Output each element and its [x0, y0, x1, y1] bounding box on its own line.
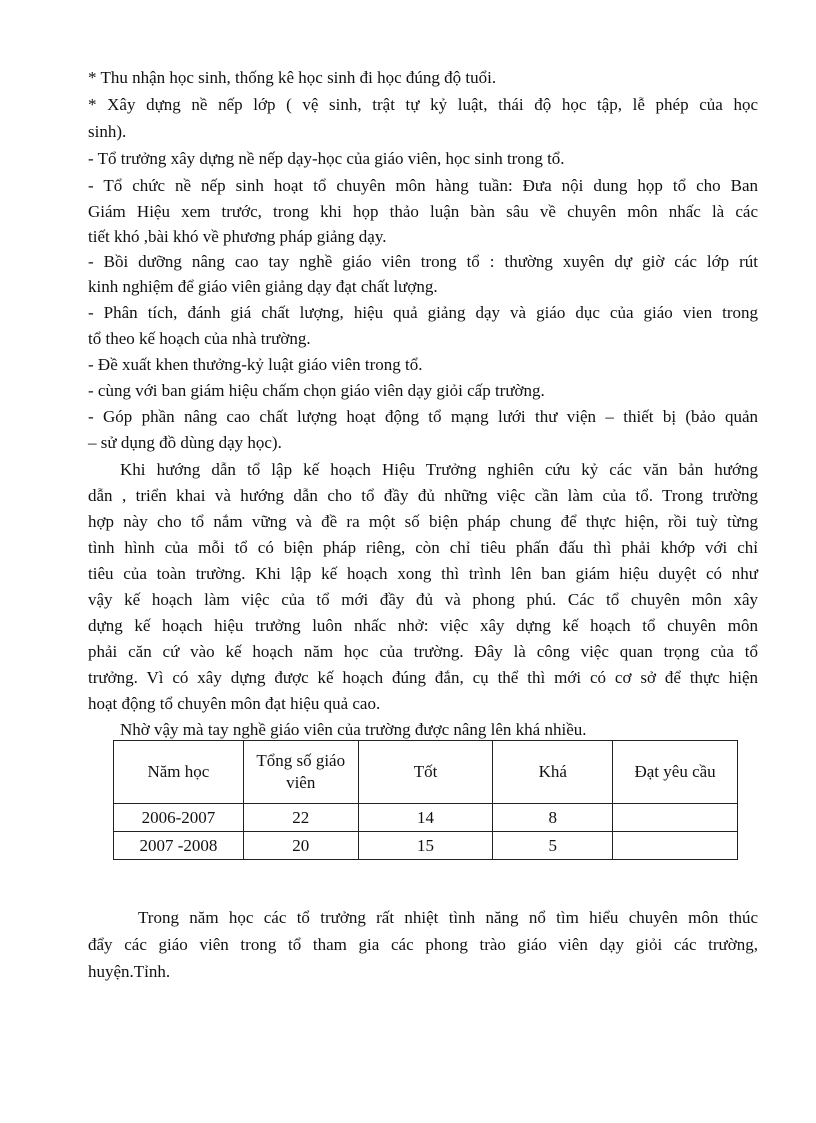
- table-row: [114, 804, 738, 832]
- text-line: Khi hướng dẫn tổ lập kế hoạch Hiệu Trưởng nghiên cứu kỷ các văn bản hướng: [120, 460, 758, 479]
- text-line: vậy kế hoạch làm việc của tổ mới đầy đủ và phong phú. Các tổ chuyên môn xây: [88, 590, 758, 609]
- teacher-quality-table: [113, 740, 738, 860]
- table-cell: 2006-2007: [114, 804, 244, 832]
- text-line: tổ theo kế hoạch của nhà trường.: [88, 329, 311, 348]
- header-cell-school-year: Năm học: [114, 741, 244, 804]
- text-line: dựng kế hoạch hiệu trưởng luôn nhấc nhở: việc xây dựng kế hoạch tổ chuyên môn: [88, 616, 758, 635]
- text-line: huyện.Tỉnh.: [88, 962, 171, 981]
- text-line: đẩy các giáo viên trong tổ tham gia các phong trào giáo viên dạy giỏi các trường,: [88, 935, 758, 954]
- table-cell: 15: [358, 832, 493, 860]
- text-line: trưởng. Vì có xây dựng được kế hoạch đúng đắn, cụ thể thì mới có cơ sở để thực hiện: [88, 668, 758, 687]
- text-line: - Bồi dưỡng nâng cao tay nghề giáo viên trong tổ : thường xuyên dự giờ các lớp rút: [88, 252, 758, 271]
- table-cell: 14: [358, 804, 493, 832]
- table-cell: 22: [243, 804, 358, 832]
- text-line: * Thu nhận học sinh, thống kê học sinh đi học đúng độ tuổi.: [88, 68, 497, 87]
- text-line: tình hình của mỗi tổ có biện pháp riêng, còn chỉ tiêu phấn đấu thì phải khớp với chỉ: [88, 538, 758, 557]
- header-cell-fair: Khá: [493, 741, 613, 804]
- text-line: - Tổ trưởng xây dựng nề nếp dạy-học của giáo viên, học sinh trong tổ.: [88, 149, 565, 168]
- table-cell: 5: [493, 832, 613, 860]
- text-line: - Tổ chức nề nếp sinh hoạt tổ chuyên môn hàng tuần: Đưa nội dung họp tổ cho Ban: [88, 176, 758, 195]
- text-line: phải căn cứ vào kế hoạch năm học của trường. Đây là công việc quan trọng của tổ: [88, 642, 758, 661]
- text-line: – sử dụng đồ dùng dạy học).: [88, 433, 282, 452]
- text-line: sinh).: [88, 122, 127, 141]
- text-line: dẫn , triển khai và hướng dẫn cho tổ đầy đủ những việc cần làm của tổ. Trong trường: [88, 486, 758, 505]
- text-line: tiết khó ,bài khó về phương pháp giảng dạy.: [88, 227, 387, 246]
- table-cell: [613, 804, 738, 832]
- text-line: tiêu của toàn trường. Khi lập kế hoạch xong thì trình lên ban giám hiệu duyệt có như: [88, 564, 758, 583]
- table-cell: 8: [493, 804, 613, 832]
- text-line: Giám Hiệu xem trước, trong khi họp thảo luận bàn sâu về chuyên môn nhấc là các: [88, 202, 758, 221]
- text-line: - Góp phần nâng cao chất lượng hoạt động tổ mạng lưới thư viện – thiết bị (bảo quản: [88, 407, 758, 426]
- text-line: Nhờ vậy mà tay nghề giáo viên của trường được nâng lên khá nhiều.: [120, 720, 587, 739]
- text-line: hoạt động tổ chuyên môn đạt hiệu quả cao.: [88, 694, 381, 713]
- text-line: hợp này cho tổ nắm vững và đề ra một số biện pháp chung để thực hiện, rồi tuỳ từng: [88, 512, 758, 531]
- text-line: Trong năm học các tổ trưởng rất nhiệt tình năng nổ tìm hiểu chuyên môn thúc: [138, 908, 758, 927]
- text-line: - Đề xuất khen thưởng-kỷ luật giáo viên trong tổ.: [88, 355, 423, 374]
- table-header-row: [114, 741, 738, 804]
- table-cell: 20: [243, 832, 358, 860]
- text-line: - Phân tích, đánh giá chất lượng, hiệu quả giảng dạy và giáo dục của giáo vien trong: [88, 303, 758, 322]
- text-line: - cùng với ban giám hiệu chấm chọn giáo viên dạy giỏi cấp trường.: [88, 381, 545, 400]
- header-cell-satisfactory: Đạt yêu cầu: [613, 741, 738, 804]
- table-row: [114, 832, 738, 860]
- table-cell: [613, 832, 738, 860]
- table-cell: 2007 -2008: [114, 832, 244, 860]
- text-line: kinh nghiệm để giáo viên giảng dạy đạt chất lượng.: [88, 277, 438, 296]
- text-line: * Xây dựng nề nếp lớp ( vệ sinh, trật tự kỷ luật, thái độ học tập, lễ phép của học: [88, 95, 758, 114]
- header-cell-good: Tốt: [358, 741, 493, 804]
- header-cell-total-teachers: Tổng số giáo viên: [243, 741, 358, 804]
